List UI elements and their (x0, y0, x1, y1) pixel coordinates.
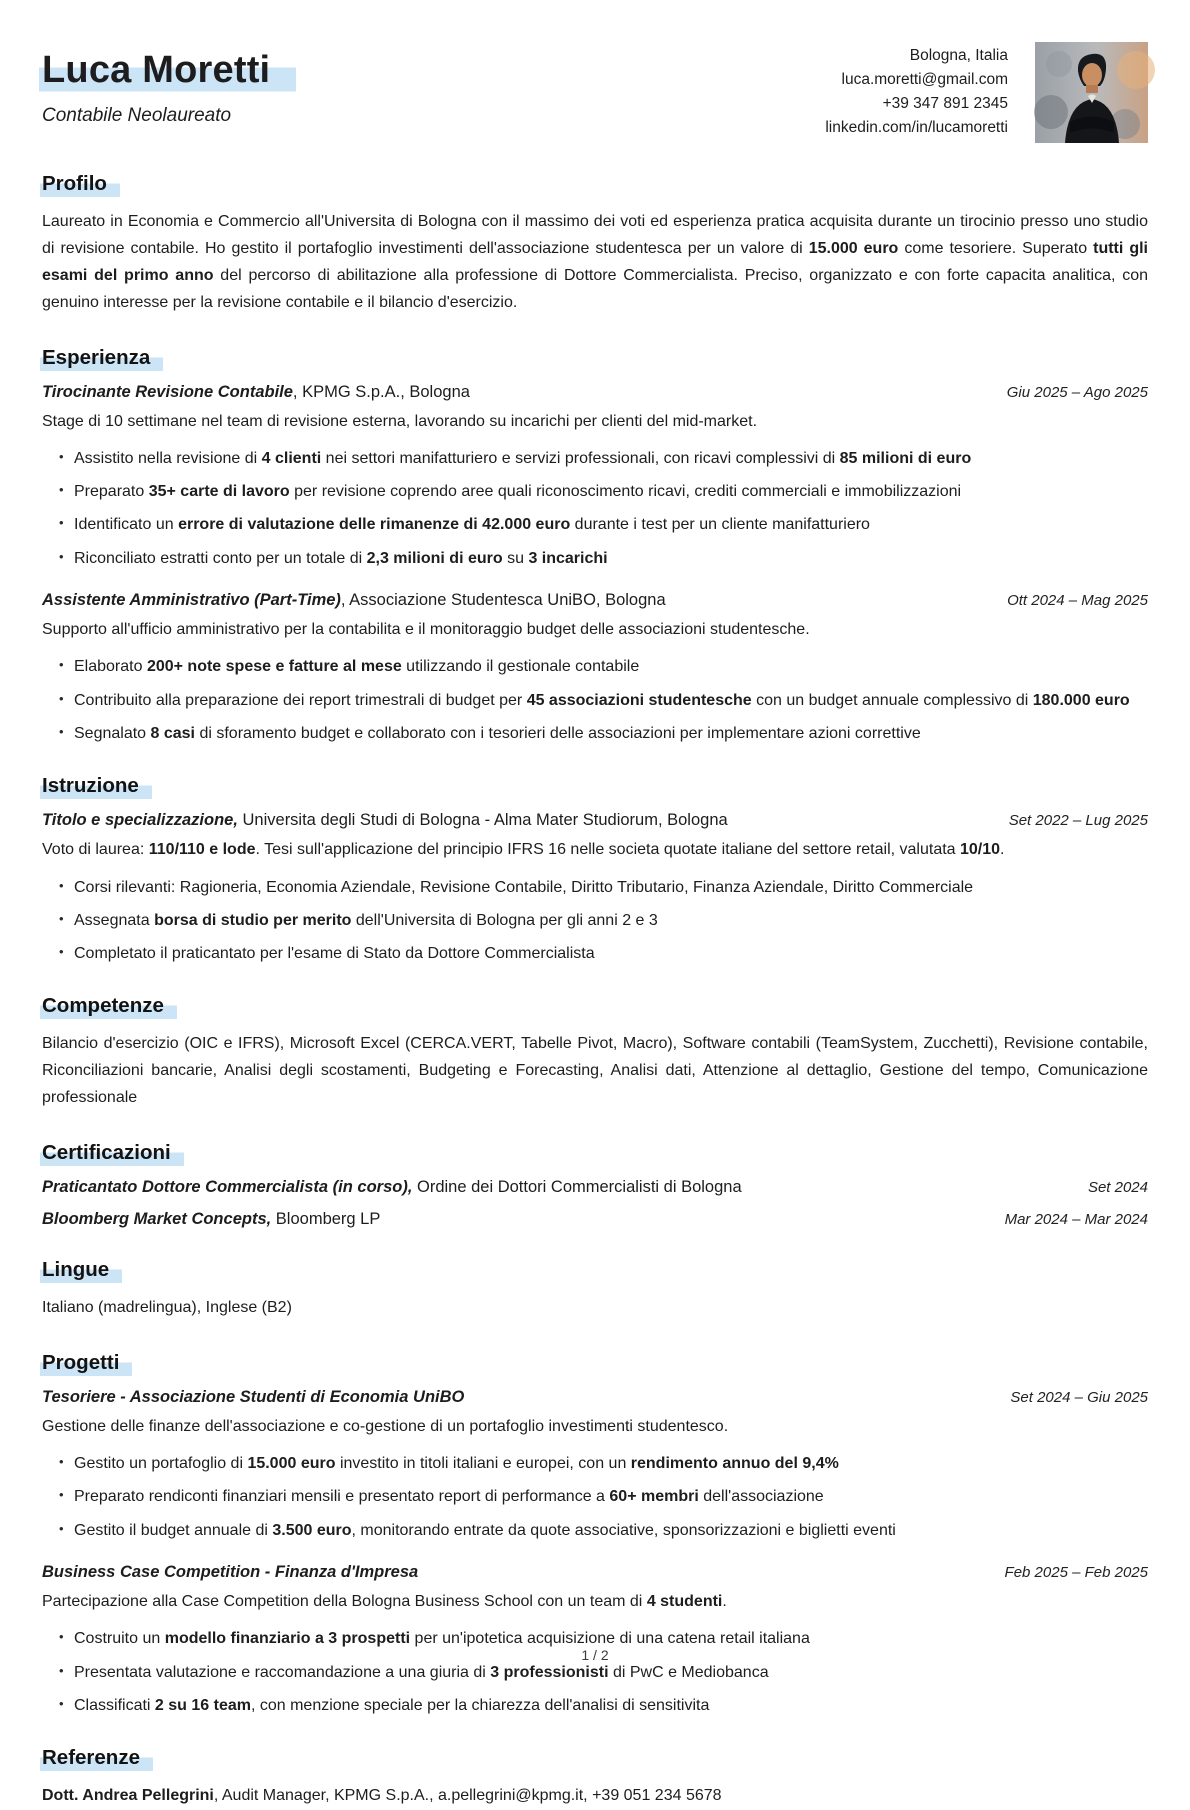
entry-header (42, 811, 1148, 830)
bullet-item: • Segnalato 8 casi di sforamento budget e collaborato con i tesorieri delle associazioni per implementare azioni correttive (74, 722, 1148, 745)
bullet-item: • Preparato 35+ carte di lavoro per revisione coprendo aree quali riconoscimento ricavi, crediti commerciali e immobilizzazioni (74, 480, 1148, 503)
bullet-item: • Assegnata borsa di studio per merito dell'Universita di Bologna per gli anni 2 e 3 (74, 909, 1148, 932)
profile-text: Laureato in Economia e Commercio all'Universita di Bologna con il massimo dei voti ed esperienza pratica acquisita durante un tirocinio presso uno studio di revisione contabile. Ho gestito il portafoglio investimenti dell'associazione studentesca per un valore di 15.000 euro come tesoriere. Superato tutti gli esami del primo anno del percorso di abilitazione alla professione di Dottore Commercialista. Preciso, organizzato e con forte capacita analitica, con genuino interesse per la revisione contabile e il bilancio d'esercizio. (42, 213, 1149, 311)
certification-entry-2 (42, 1210, 1148, 1229)
bullet-item: • Contribuito alla preparazione dei report trimestrali di budget per 45 associazioni studentesche con un budget annuale complessivo di 180.000 euro (74, 689, 1148, 712)
entry-title-line (42, 1210, 380, 1229)
candidate-title: Contabile Neolaureato (42, 105, 232, 127)
section-certifications (42, 1141, 1148, 1229)
experience-entry-2 (42, 591, 1148, 745)
section-experience (42, 346, 1148, 746)
contact-linkedin: linkedin.com/in/lucamoretti (825, 119, 1008, 137)
bullet-item: • Gestito un portafoglio di 15.000 euro investito in titoli italiani e europei, con un rendimento annuo del 9,4% (74, 1452, 1148, 1475)
contact-phone: +39 347 891 2345 (882, 95, 1008, 113)
job-summary: Supporto all'ufficio amministrativo per la contabilita e il monitoraggio budget delle associazioni studentesche. (42, 620, 810, 638)
job-organization: , Associazione Studentesca UniBO, Bologna (340, 590, 666, 609)
entry-title-line (42, 591, 666, 610)
job-dates: Giu 2025 – Ago 2025 (1006, 383, 1148, 401)
entry-header (42, 591, 1148, 610)
bullet-item: • Elaborato 200+ note spese e fatture al mese utilizzando il gestionale contabile (74, 655, 1148, 678)
contact-location: Bologna, Italia (909, 47, 1008, 64)
identity-block (42, 42, 825, 127)
entry-title-line (42, 383, 470, 402)
bullet-item: • Presentata valutazione e raccomandazione a una giuria di 3 professionisti di PwC e Mediobanca (74, 1661, 1148, 1684)
section-heading-experience: Esperienza (42, 346, 1148, 370)
project-bullets (42, 1627, 1148, 1717)
contact-block (825, 42, 1008, 140)
bullet-item: • Corsi rilevanti: Ragioneria, Economia Aziendale, Revisione Contabile, Diritto Tributario, Finanza Aziendale, Diritto Commerciale (74, 876, 1148, 899)
bullet-item: • Completato il praticantato per l'esame di Stato da Dottore Commercialista (74, 942, 1148, 965)
certification-dates: Set 2024 (1087, 1178, 1148, 1196)
job-organization: , KPMG S.p.A., Bologna (292, 382, 470, 401)
bullet-item: • Assistito nella revisione di 4 clienti nei settori manifatturiero e servizi professionali, con ricavi complessivi di 85 milioni di euro (74, 447, 1148, 470)
certification-issuer: Ordine dei Dottori Commercialisti di Bologna (412, 1177, 742, 1196)
certification-issuer: Bloomberg LP (271, 1209, 381, 1228)
job-summary: Stage di 10 settimane nel team di revisione esterna, lavorando su incarichi per clienti del mid-market. (42, 412, 758, 430)
section-education (42, 774, 1148, 965)
entry-header (42, 1210, 1148, 1229)
project-dates: Set 2024 – Giu 2025 (1010, 1388, 1148, 1406)
entry-title-line (42, 1563, 418, 1582)
entry-header (42, 1388, 1148, 1407)
section-heading-profile: Profilo (42, 172, 1148, 196)
bullet-item: • Identificato un errore di valutazione delle rimanenze di 42.000 euro durante i test per un cliente manifatturiero (74, 513, 1148, 536)
job-title: Assistente Amministrativo (Part-Time) (42, 590, 341, 609)
languages-text: Italiano (madrelingua), Inglese (B2) (42, 1298, 292, 1316)
candidate-name-text: Luca Moretti (39, 49, 296, 93)
section-heading-certifications: Certificazioni (42, 1141, 1148, 1165)
profile-photo (1035, 42, 1148, 143)
reference-text: Dott. Andrea Pellegrini, Audit Manager, KPMG S.p.A., a.pellegrini@kpmg.it, +39 051 234 5678 (42, 1786, 722, 1804)
certification-title: Praticantato Dottore Commercialista (in corso), (42, 1177, 413, 1196)
bullet-item: • Riconciliato estratti conto per un totale di 2,3 milioni di euro su 3 incarichi (74, 547, 1148, 570)
project-summary: Partecipazione alla Case Competition della Bologna Business School con un team di 4 studenti. (42, 1592, 727, 1610)
experience-entry-1 (42, 383, 1148, 570)
section-heading-languages: Lingue (42, 1258, 1148, 1282)
entry-title-line (42, 1178, 742, 1197)
section-heading-projects: Progetti (42, 1351, 1148, 1375)
job-bullets (42, 655, 1148, 745)
page-number: 1 / 2 (581, 1647, 609, 1663)
education-dates: Set 2022 – Lug 2025 (1008, 812, 1148, 829)
project-bullets (42, 1452, 1148, 1542)
bullet-item: • Classificati 2 su 16 team, con menzione speciale per la chiarezza dell'analisi di sensitivita (74, 1694, 1148, 1717)
entry-title-line (42, 1388, 464, 1407)
skills-text: Bilancio d'esercizio (OIC e IFRS), Microsoft Excel (CERCA.VERT, Tabelle Pivot, Macro), Software contabili (TeamSystem, Zucchetti), Revisione contabile, Riconciliazioni bancarie, Analisi degli scostamenti, Budgeting e Forecasting, Analisi dati, Attenzione al dettaglio, Gestione del tempo, Comunicazione professionale (42, 1035, 1148, 1106)
project-entry-1 (42, 1388, 1148, 1542)
degree-title: Titolo e specializzazione, (42, 811, 238, 829)
certification-title: Bloomberg Market Concepts, (42, 1209, 272, 1228)
section-heading-education: Istruzione (42, 774, 1148, 798)
section-profile (42, 172, 1148, 317)
section-languages (42, 1258, 1148, 1322)
section-references (42, 1746, 1148, 1810)
entry-header (42, 1178, 1148, 1197)
bullet-item: • Gestito il budget annuale di 3.500 euro, monitorando entrate da quote associative, sponsorizzazioni e biglietti eventi (74, 1519, 1148, 1542)
project-title: Tesoriere - Associazione Studenti di Economia UniBO (42, 1387, 465, 1406)
resume-header (42, 42, 1148, 143)
bullet-item: • Costruito un modello finanziario a 3 prospetti per un'ipotetica acquisizione di una catena retail italiana (74, 1627, 1148, 1650)
project-entry-2 (42, 1563, 1148, 1717)
job-bullets (42, 447, 1148, 570)
section-heading-references: Referenze (42, 1746, 1148, 1770)
entry-header (42, 383, 1148, 402)
education-bullets (42, 876, 1148, 966)
candidate-name (42, 50, 825, 91)
project-summary: Gestione delle finanze dell'associazione e co-gestione di un portafoglio investimenti studentesco. (42, 1417, 729, 1435)
certification-entry-1 (42, 1178, 1148, 1197)
job-title: Tirocinante Revisione Contabile (42, 382, 293, 401)
certification-dates: Mar 2024 – Mar 2024 (1004, 1210, 1148, 1228)
job-dates: Ott 2024 – Mag 2025 (1007, 591, 1148, 609)
education-summary: Voto di laurea: 110/110 e lode. Tesi sull'applicazione del principio IFRS 16 nelle societa quotate italiane del settore retail, valutata 10/10. (42, 841, 1005, 858)
section-skills (42, 994, 1148, 1112)
contact-email: luca.moretti@gmail.com (841, 71, 1008, 89)
project-title: Business Case Competition - Finanza d'Impresa (42, 1562, 419, 1581)
entry-header (42, 1563, 1148, 1582)
project-dates: Feb 2025 – Feb 2025 (1004, 1563, 1148, 1581)
entry-title-line (42, 811, 728, 830)
education-entry (42, 811, 1148, 965)
bullet-item: • Preparato rendiconti finanziari mensili e presentato report di performance a 60+ membri dell'associazione (74, 1485, 1148, 1508)
section-heading-skills: Competenze (42, 994, 1148, 1018)
school-name: Universita degli Studi di Bologna - Alma Mater Studiorum, Bologna (237, 811, 728, 829)
